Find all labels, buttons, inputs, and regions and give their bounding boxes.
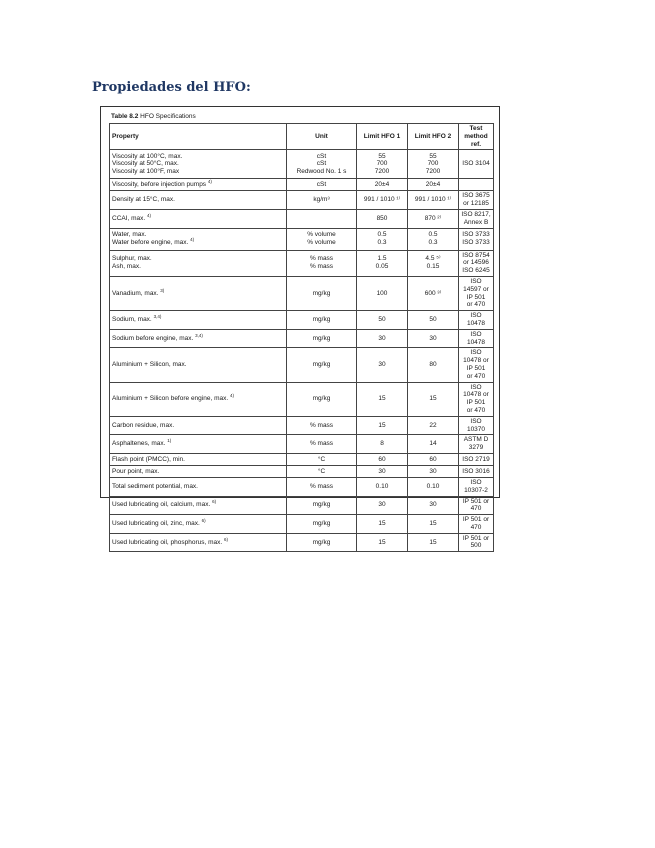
cell-property: [110, 477, 287, 496]
cell-unit-line: mg/kg: [312, 334, 331, 342]
cell-property-line: Flash point (PMCC), min.: [112, 455, 185, 463]
header-property: Property: [110, 124, 287, 150]
table-row: [110, 179, 494, 191]
cell-property: [110, 228, 287, 250]
cell-property-line: Density at 15°C, max.: [112, 196, 175, 204]
cell-limit-hfo-1: [357, 453, 408, 465]
cell-unit-line: mg/kg: [312, 316, 331, 324]
cell-test-method-line: or 470: [466, 406, 486, 414]
cell-unit: [287, 465, 357, 477]
cell-test-method-line: ISO 3675 or 12185: [462, 192, 490, 208]
cell-limit-hfo-1: [357, 150, 408, 179]
cell-limit-hfo-1: [357, 209, 408, 228]
cell-unit: [287, 515, 357, 534]
cell-limit-hfo-2-line: 0.3: [428, 239, 438, 247]
cell-unit-line: % mass: [309, 263, 334, 271]
table-row: [110, 382, 494, 416]
cell-limit-hfo-2: [408, 311, 459, 330]
cell-property-line: Viscosity at 100°C, max.: [112, 152, 183, 160]
cell-property: [110, 191, 287, 210]
hfo-spec-table: [109, 123, 494, 552]
cell-test-method-line: or 470: [466, 301, 486, 309]
cell-test-method: [459, 348, 494, 382]
cell-property-line: Used lubricating oil, phosphorus, max.: [112, 538, 223, 546]
cell-test-method-line: ISO 10478: [466, 330, 486, 346]
cell-limit-hfo-1-line: 1.5: [377, 255, 387, 263]
cell-property-line: Sulphur, max.: [112, 255, 152, 263]
table-body: [110, 150, 494, 552]
cell-test-method-line: or 470: [466, 372, 486, 380]
cell-limit-hfo-1-line: 7200: [374, 168, 390, 176]
cell-limit-hfo-1-line: 15: [378, 395, 386, 403]
cell-limit-hfo-2: [408, 382, 459, 416]
cell-unit-line: mg/kg: [312, 519, 331, 527]
cell-limit-hfo-1: [357, 311, 408, 330]
table-row: [110, 416, 494, 435]
cell-limit-hfo-2: [408, 533, 459, 552]
cell-limit-hfo-1: [357, 191, 408, 210]
cell-property-line: CCAI, max.: [112, 214, 146, 222]
cell-limit-hfo-2: [408, 435, 459, 454]
cell-test-method-line: ISO 8754 or 14596: [462, 251, 490, 267]
cell-property: [110, 329, 287, 348]
cell-unit-line: mg/kg: [312, 289, 331, 297]
cell-limit-hfo-1-line: 15: [378, 538, 386, 546]
cell-test-method-line: ISO 3733: [462, 231, 490, 239]
cell-limit-hfo-1-line: 700: [376, 160, 388, 168]
cell-unit: [287, 209, 357, 228]
cell-limit-hfo-1-line: 0.5: [377, 231, 387, 239]
cell-limit-hfo-2-line: 60: [429, 455, 437, 463]
cell-unit-line: mg/kg: [312, 361, 331, 369]
cell-limit-hfo-2-line: 30: [429, 467, 437, 475]
cell-test-method: [459, 179, 494, 191]
caption-text: HFO Specifications: [140, 113, 196, 120]
cell-property-line: Sodium, max.: [112, 316, 152, 324]
cell-limit-hfo-2-line: 14: [429, 440, 437, 448]
cell-unit: [287, 276, 357, 310]
cell-limit-hfo-2: [408, 179, 459, 191]
cell-unit-line: kg/m³: [313, 196, 330, 204]
cell-unit-line: % volume: [307, 239, 336, 247]
cell-test-method-line: ISO 10478 or IP 501: [463, 383, 489, 407]
cell-unit-line: % mass: [309, 482, 334, 490]
cell-property: [110, 496, 287, 515]
cell-property: [110, 453, 287, 465]
cell-unit-line: cSt: [316, 152, 327, 160]
cell-limit-hfo-1-line: 15: [378, 519, 386, 527]
cell-limit-hfo-2: [408, 348, 459, 382]
cell-limit-hfo-2-line: 7200: [425, 168, 441, 176]
cell-limit-hfo-2-line: 15: [429, 538, 437, 546]
cell-unit: [287, 329, 357, 348]
cell-test-method-line: ISO 3104: [462, 160, 490, 168]
cell-limit-hfo-1: [357, 250, 408, 276]
cell-property-line: Carbon residue, max.: [112, 421, 175, 429]
cell-test-method-line: IP 501 or 470: [462, 497, 490, 513]
cell-unit: [287, 179, 357, 191]
cell-limit-hfo-1: [357, 276, 408, 310]
cell-unit-line: °C: [317, 455, 326, 463]
cell-property: [110, 435, 287, 454]
cell-limit-hfo-2-line: 15: [429, 395, 437, 403]
cell-unit-line: % mass: [309, 440, 334, 448]
cell-property-line: Vanadium, max.: [112, 289, 159, 297]
cell-limit-hfo-1-line: 0.10: [375, 482, 389, 490]
cell-test-method: [459, 329, 494, 348]
table-row: [110, 453, 494, 465]
cell-limit-hfo-2-line: 991 / 1010 ¹⁾: [414, 196, 452, 204]
cell-test-method: [459, 150, 494, 179]
cell-test-method: [459, 465, 494, 477]
cell-limit-hfo-2-line: 0.5: [428, 231, 438, 239]
cell-unit-line: mg/kg: [312, 538, 331, 546]
cell-limit-hfo-1: [357, 179, 408, 191]
footnote-marker: 1): [167, 438, 172, 444]
cell-property-line: Viscosity at 50°C, max.: [112, 160, 179, 168]
cell-limit-hfo-1-line: 30: [378, 334, 386, 342]
cell-unit-line: % mass: [309, 421, 334, 429]
cell-limit-hfo-2: [408, 496, 459, 515]
cell-limit-hfo-2-line: 700: [427, 160, 439, 168]
cell-test-method: [459, 382, 494, 416]
cell-unit-line: cSt: [316, 160, 327, 168]
cell-limit-hfo-1-line: 0.3: [377, 239, 387, 247]
table-row: [110, 348, 494, 382]
cell-unit: [287, 453, 357, 465]
table-header-row: [110, 124, 494, 150]
cell-limit-hfo-2-line: 30: [429, 334, 437, 342]
table-row: [110, 496, 494, 515]
cell-limit-hfo-1: [357, 496, 408, 515]
cell-unit: [287, 250, 357, 276]
footnote-marker: 6): [224, 536, 229, 542]
cell-unit: [287, 150, 357, 179]
cell-unit-line: °C: [317, 467, 326, 475]
footnote-marker: 4): [190, 236, 195, 242]
cell-property-line: Ash, max.: [112, 263, 141, 271]
caption-label: Table 8.2: [111, 113, 139, 120]
table-row: [110, 311, 494, 330]
table-row: [110, 228, 494, 250]
cell-test-method: [459, 515, 494, 534]
cell-property: [110, 416, 287, 435]
table-row: [110, 250, 494, 276]
cell-unit: [287, 477, 357, 496]
cell-test-method-line: ISO 14597 or IP 501: [463, 277, 489, 301]
table-row: [110, 276, 494, 310]
cell-unit-line: Redwood No. 1 s: [296, 168, 347, 176]
cell-limit-hfo-2: [408, 150, 459, 179]
cell-limit-hfo-2-line: 0.15: [426, 263, 440, 271]
table-caption: [111, 113, 493, 120]
cell-limit-hfo-2-line: 20±4: [425, 180, 441, 188]
cell-limit-hfo-2-line: 22: [429, 421, 437, 429]
cell-unit-line: mg/kg: [312, 501, 331, 509]
cell-unit-line: mg/kg: [312, 395, 331, 403]
cell-property: [110, 150, 287, 179]
cell-test-method-line: ISO 3016: [462, 467, 490, 475]
cell-limit-hfo-2-line: 80: [429, 361, 437, 369]
spec-table-figure: [100, 106, 500, 550]
cell-unit: [287, 496, 357, 515]
cell-property: [110, 515, 287, 534]
table-row: [110, 533, 494, 552]
cell-limit-hfo-2: [408, 191, 459, 210]
header-limit-hfo-1: Limit HFO 1: [357, 124, 408, 150]
cell-limit-hfo-1: [357, 533, 408, 552]
cell-test-method-line: ISO 2719: [462, 455, 490, 463]
cell-limit-hfo-2: [408, 228, 459, 250]
table-row: [110, 209, 494, 228]
cell-limit-hfo-1-line: 50: [378, 316, 386, 324]
cell-test-method-line: ISO 10307-2: [464, 478, 488, 494]
cell-limit-hfo-1-line: 0.05: [375, 263, 389, 271]
cell-property-line: Sodium before engine, max.: [112, 334, 194, 342]
cell-unit: [287, 228, 357, 250]
header-test-method: Test method ref.: [459, 124, 494, 150]
cell-property-line: Water before engine, max.: [112, 239, 189, 247]
cell-limit-hfo-1: [357, 382, 408, 416]
cell-limit-hfo-2: [408, 453, 459, 465]
cell-test-method: [459, 477, 494, 496]
table-row: [110, 435, 494, 454]
cell-property: [110, 348, 287, 382]
cell-unit: [287, 348, 357, 382]
cell-test-method-line: ISO 3733: [462, 239, 490, 247]
cell-property: [110, 179, 287, 191]
cell-test-method: [459, 453, 494, 465]
footnote-marker: 3,4): [153, 313, 162, 319]
cell-limit-hfo-2-line: 50: [429, 316, 437, 324]
cell-test-method-line: IP 501 or 470: [462, 516, 490, 531]
cell-property-line: Total sediment potential, max.: [112, 482, 198, 490]
cell-test-method: [459, 496, 494, 515]
cell-limit-hfo-1: [357, 465, 408, 477]
cell-limit-hfo-1-line: 60: [378, 455, 386, 463]
cell-limit-hfo-2: [408, 329, 459, 348]
cell-limit-hfo-1: [357, 477, 408, 496]
cell-test-method: [459, 533, 494, 552]
cell-test-method-line: ISO 10478: [466, 312, 486, 327]
footnote-marker: 3,4): [195, 332, 203, 338]
cell-test-method-line: ISO 10478 or IP 501: [463, 349, 489, 372]
footnote-marker: 4): [207, 178, 212, 184]
cell-test-method-line: ASTM D 3279: [463, 436, 489, 452]
cell-test-method: [459, 228, 494, 250]
cell-limit-hfo-1-line: 20±4: [374, 180, 390, 188]
cell-limit-hfo-2: [408, 250, 459, 276]
cell-property: [110, 465, 287, 477]
cell-limit-hfo-1-line: 30: [378, 501, 386, 509]
cell-limit-hfo-1-line: 30: [378, 361, 386, 369]
cell-property-line: Pour point, max.: [112, 467, 160, 475]
cell-limit-hfo-1: [357, 228, 408, 250]
footnote-marker: 3): [160, 287, 165, 293]
cell-property-line: Aluminium + Silicon, max.: [112, 361, 187, 369]
cell-property-line: Asphaltenes, max.: [112, 440, 166, 448]
table-row: [110, 515, 494, 534]
cell-property: [110, 209, 287, 228]
cell-limit-hfo-2-line: 15: [429, 519, 437, 527]
cell-test-method-line: ISO 8217, Annex B: [461, 210, 491, 226]
cell-test-method: [459, 209, 494, 228]
cell-test-method-line: ISO 6245: [462, 267, 490, 275]
cell-property-line: Water, max.: [112, 231, 147, 239]
footnote-marker: 6): [201, 517, 206, 523]
cell-property-line: Used lubricating oil, calcium, max.: [112, 501, 211, 509]
header-limit-hfo-2: Limit HFO 2: [408, 124, 459, 150]
cell-test-method: [459, 416, 494, 435]
header-unit: Unit: [287, 124, 357, 150]
table-row: [110, 465, 494, 477]
cell-limit-hfo-1: [357, 329, 408, 348]
cell-unit-line: cSt: [316, 180, 327, 188]
cell-test-method: [459, 435, 494, 454]
cell-test-method: [459, 250, 494, 276]
cell-limit-hfo-2: [408, 515, 459, 534]
cell-test-method: [459, 311, 494, 330]
cell-limit-hfo-1-line: 991 / 1010 ¹⁾: [363, 196, 401, 204]
table-row: [110, 150, 494, 179]
cell-limit-hfo-2-line: 4.5 ⁵⁾: [425, 255, 441, 263]
cell-limit-hfo-2: [408, 465, 459, 477]
cell-unit: [287, 382, 357, 416]
cell-limit-hfo-1: [357, 515, 408, 534]
cell-unit: [287, 311, 357, 330]
cell-property-line: Used lubricating oil, zinc, max.: [112, 519, 200, 527]
cell-limit-hfo-1: [357, 435, 408, 454]
cell-limit-hfo-1-line: 15: [378, 421, 386, 429]
cell-unit: [287, 191, 357, 210]
cell-unit-line: % volume: [307, 231, 336, 239]
cell-limit-hfo-2: [408, 209, 459, 228]
cell-limit-hfo-1: [357, 416, 408, 435]
cell-unit: [287, 533, 357, 552]
cell-unit: [287, 435, 357, 454]
cell-unit-line: % mass: [309, 255, 334, 263]
cell-test-method: [459, 191, 494, 210]
footnote-marker: 6): [212, 499, 217, 505]
cell-limit-hfo-1-line: 30: [378, 467, 386, 475]
cell-property: [110, 250, 287, 276]
table-row: [110, 191, 494, 210]
cell-limit-hfo-2: [408, 477, 459, 496]
cell-property: [110, 382, 287, 416]
cell-limit-hfo-1-line: 55: [378, 152, 386, 160]
cell-property: [110, 311, 287, 330]
cell-property: [110, 276, 287, 310]
cell-test-method-line: ISO 10370: [466, 417, 486, 433]
cell-limit-hfo-2: [408, 276, 459, 310]
cell-limit-hfo-1-line: 850: [376, 214, 388, 222]
cell-property: [110, 533, 287, 552]
cell-test-method: [459, 276, 494, 310]
table-row: [110, 477, 494, 496]
cell-test-method-line: IP 501 or 500: [462, 534, 490, 550]
page-heading: Propiedades del HFO:: [92, 80, 251, 95]
cell-limit-hfo-1-line: 100: [376, 289, 388, 297]
cell-limit-hfo-2-line: 600 ³⁾: [424, 289, 442, 297]
cell-limit-hfo-1: [357, 348, 408, 382]
footnote-marker: 4): [229, 393, 234, 399]
cell-limit-hfo-2-line: 870 ²⁾: [424, 214, 442, 222]
cell-property-line: Aluminium + Silicon before engine, max.: [112, 395, 229, 403]
cell-unit: [287, 416, 357, 435]
cell-property-line: Viscosity, before injection pumps: [112, 180, 207, 188]
cell-limit-hfo-2-line: 30: [429, 501, 437, 509]
cell-limit-hfo-2: [408, 416, 459, 435]
cell-property-line: Viscosity at 100°F, max: [112, 168, 180, 176]
table-row: [110, 329, 494, 348]
footnote-marker: 4): [147, 212, 152, 218]
cell-limit-hfo-2-line: 0.10: [426, 482, 440, 490]
cell-limit-hfo-1-line: 8: [380, 440, 384, 448]
cell-limit-hfo-2-line: 55: [429, 152, 437, 160]
